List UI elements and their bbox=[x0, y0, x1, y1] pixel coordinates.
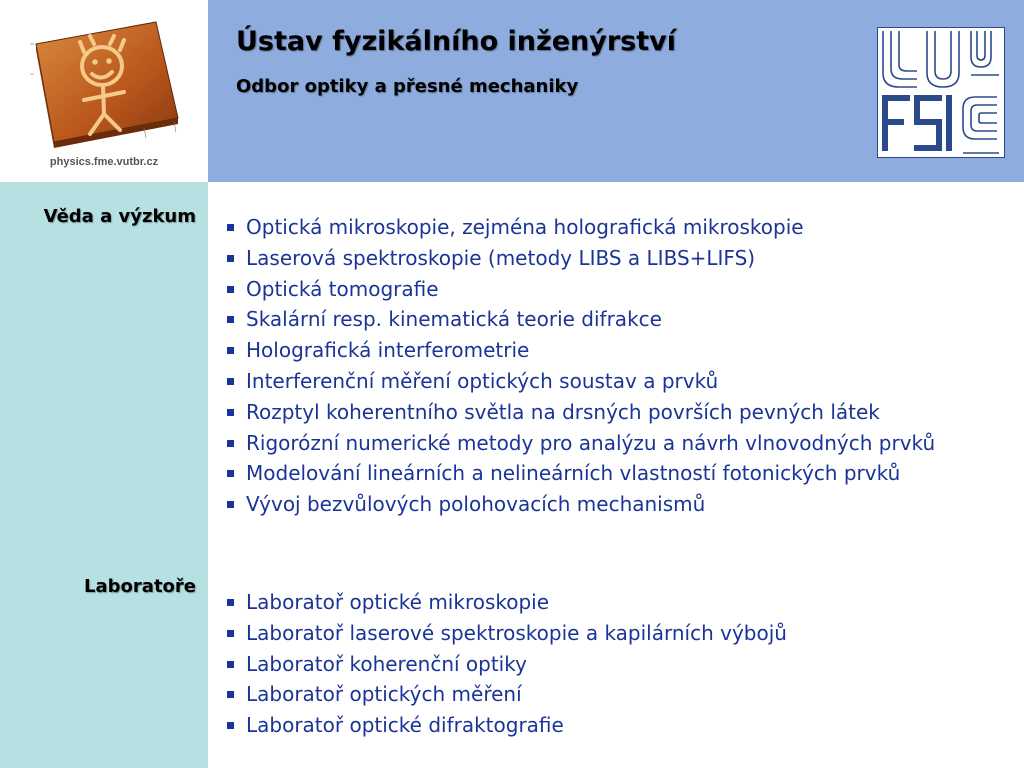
list-item: Modelování lineárních a nelineárních vlastností fotonických prvků bbox=[226, 458, 1006, 489]
square-bullet-icon bbox=[227, 224, 234, 231]
list-item: Rigorózní numerické metody pro analýzu a návrh vlnovodných prvků bbox=[226, 428, 1006, 459]
logo-panel bbox=[0, 0, 208, 182]
square-bullet-icon bbox=[227, 378, 234, 385]
fsi-vut-logo bbox=[877, 27, 1005, 158]
square-bullet-icon bbox=[227, 470, 234, 477]
list-item: Optická mikroskopie, zejména holografická mikroskopie bbox=[226, 212, 1006, 243]
page-subtitle: Odbor optiky a přesné mechaniky bbox=[236, 76, 579, 97]
list-item: Laserová spektroskopie (metody LIBS a LIBS+LIFS) bbox=[226, 243, 1006, 274]
list-item: Laboratoř optické difraktografie bbox=[226, 710, 1006, 741]
list-item: Holografická interferometrie bbox=[226, 335, 1006, 366]
laboratories-list bbox=[226, 587, 1006, 741]
list-item: Laboratoř koherenční optiky bbox=[226, 649, 1006, 680]
square-bullet-icon bbox=[227, 501, 234, 508]
list-item: Vývoj bezvůlových polohovacích mechanismů bbox=[226, 489, 1006, 520]
square-bullet-icon bbox=[227, 630, 234, 637]
list-item: Laboratoř laserové spektroskopie a kapilárních výbojů bbox=[226, 618, 1006, 649]
website-url: physics.fme.vutbr.cz bbox=[49, 156, 159, 168]
square-bullet-icon bbox=[227, 316, 234, 323]
list-item: Laboratoř optické mikroskopie bbox=[226, 587, 1006, 618]
list-item: Rozptyl koherentního světla na drsných površích pevných látek bbox=[226, 397, 1006, 428]
square-bullet-icon bbox=[227, 255, 234, 262]
sidebar bbox=[0, 182, 208, 768]
square-bullet-icon bbox=[227, 691, 234, 698]
square-bullet-icon bbox=[227, 599, 234, 606]
square-bullet-icon bbox=[227, 286, 234, 293]
square-bullet-icon bbox=[227, 347, 234, 354]
afm-smiley-figure-image bbox=[24, 14, 184, 154]
list-item: Skalární resp. kinematická teorie difrakce bbox=[226, 304, 1006, 335]
square-bullet-icon bbox=[227, 440, 234, 447]
header bbox=[208, 0, 1024, 182]
section-label-laboratories: Laboratoře bbox=[84, 576, 196, 597]
square-bullet-icon bbox=[227, 661, 234, 668]
list-item: Interferenční měření optických soustav a prvků bbox=[226, 366, 1006, 397]
research-list bbox=[226, 212, 1006, 520]
page-title: Ústav fyzikálního inženýrství bbox=[236, 26, 676, 57]
square-bullet-icon bbox=[227, 722, 234, 729]
section-label-research: Věda a výzkum bbox=[43, 206, 196, 227]
list-item: Laboratoř optických měření bbox=[226, 679, 1006, 710]
square-bullet-icon bbox=[227, 409, 234, 416]
list-item: Optická tomografie bbox=[226, 274, 1006, 305]
